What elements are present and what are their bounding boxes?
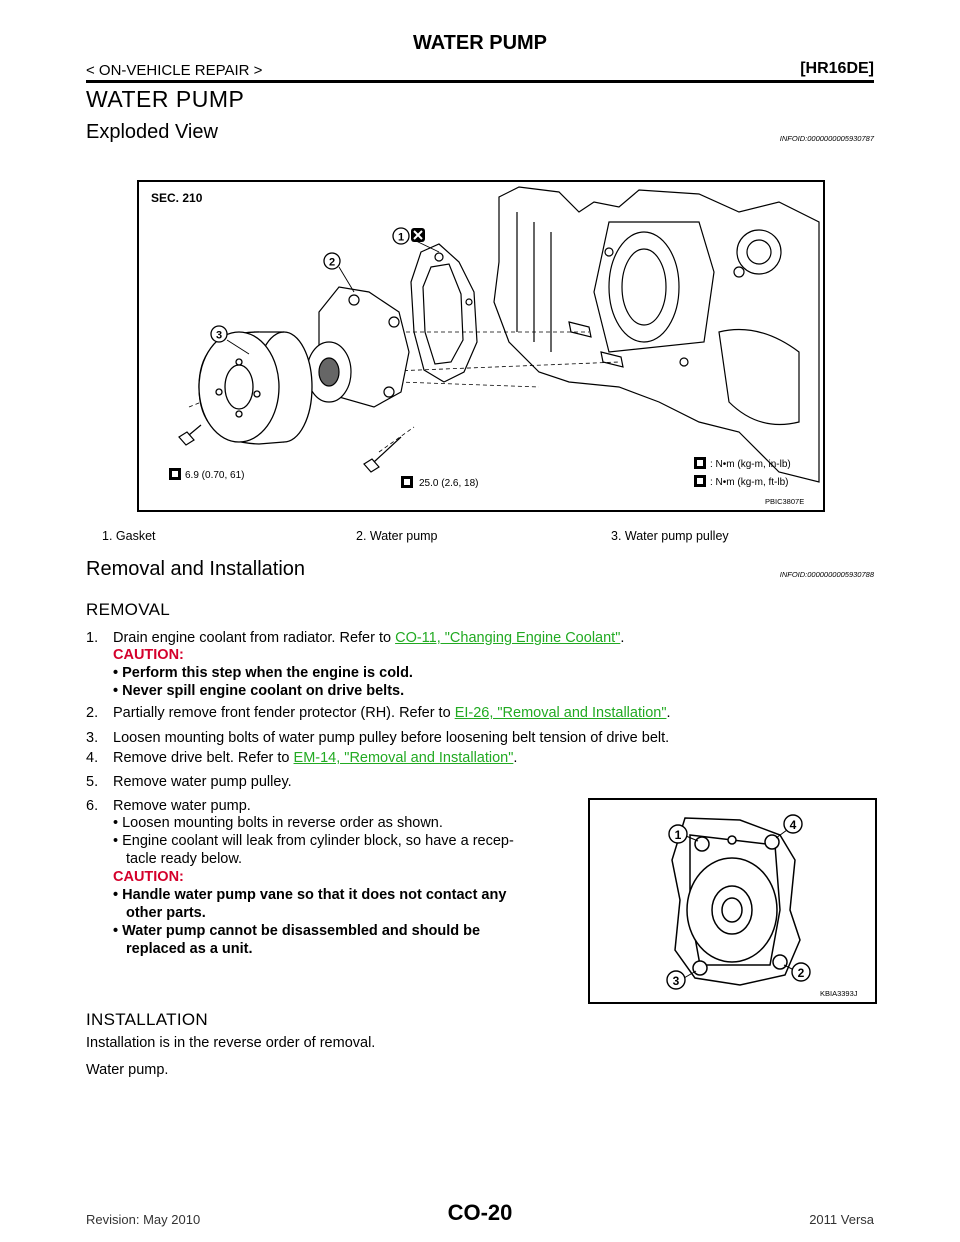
removal-infoid: INFOID:0000000005930788: [779, 570, 874, 579]
svg-text:2: 2: [328, 256, 336, 269]
step-1-caution: CAUTION:: [113, 647, 184, 663]
main-title: WATER PUMP: [86, 86, 245, 112]
callout-2: [324, 253, 340, 269]
section-breadcrumb: < ON-VEHICLE REPAIR >: [86, 62, 263, 79]
bolt-callout-3: [667, 971, 685, 989]
step-6-caution-1: • Handle water pump vane so that it does not contact any: [113, 887, 507, 903]
footer-model: 2011 Versa: [809, 1212, 874, 1227]
callout-1: [393, 228, 425, 244]
footer-revision: Revision: May 2010: [86, 1212, 201, 1227]
step-6: 6. Remove water pump.: [86, 798, 251, 814]
water-pump-drawing: [307, 287, 409, 407]
step-5: 5. Remove water pump pulley.: [86, 774, 292, 790]
svg-text:3: 3: [215, 329, 223, 342]
exploded-infoid: INFOID:0000000005930787: [779, 134, 874, 143]
link-em-14[interactable]: EM-14, "Removal and Installation": [293, 750, 514, 766]
removal-heading: REMOVAL: [86, 600, 170, 619]
torque-icon-mid: [401, 476, 413, 488]
torque-mid: 25.0 (2.6, 18): [419, 478, 479, 489]
sec-label: SEC. 210: [151, 191, 203, 205]
caption-2: 2. Water pump: [356, 529, 438, 543]
step-3: 3. Loosen mounting bolts of water pump pulley before loosening belt tension of drive belt.: [86, 730, 670, 746]
step-1: 1. Drain engine coolant from radiator. Refer to CO-11, "Changing Engine Coolant".: [86, 630, 625, 646]
exploded-view-figure: [137, 180, 825, 512]
legend-inlb: : N•m (kg-m, in-lb): [710, 459, 791, 470]
torque-icon-left: [169, 468, 181, 480]
engine-block-drawing: [494, 187, 819, 482]
step-6-caution-2: • Water pump cannot be disassembled and should be: [113, 923, 481, 939]
bolt-callout-2: [792, 963, 810, 981]
bolt-order-drawing: [590, 800, 875, 1002]
legend-ftlb: : N•m (kg-m, ft-lb): [710, 477, 789, 488]
svg-text:4: 4: [789, 818, 797, 832]
bolt-order-figure: [588, 798, 877, 1004]
figure2-code: KBIA3393J: [820, 989, 858, 998]
pulley-drawing: [199, 329, 312, 444]
page-header-title: WATER PUMP: [412, 32, 548, 54]
step-1-bullet-2: • Never spill engine coolant on drive belts.: [113, 683, 405, 699]
bolt-callout-1: [669, 825, 687, 843]
step-6-bullet-2-cont: tacle ready below.: [126, 851, 243, 867]
installation-heading: INSTALLATION: [86, 1010, 208, 1029]
footer-page-number: CO-20: [447, 1200, 513, 1225]
svg-text:2: 2: [797, 966, 805, 980]
link-ei-26[interactable]: EI-26, "Removal and Installation": [454, 705, 667, 721]
step-2: 2. Partially remove front fender protector (RH). Refer to EI-26, "Removal and Installation".: [86, 705, 671, 721]
link-co-11[interactable]: CO-11, "Changing Engine Coolant": [395, 630, 621, 646]
gasket-drawing: [411, 244, 477, 382]
caption-1: 1. Gasket: [102, 529, 156, 543]
caption-3: 3. Water pump pulley: [611, 529, 729, 543]
step-6-caution-1-cont: other parts.: [126, 905, 206, 921]
callout-3: [211, 326, 227, 342]
step-6-caution: CAUTION:: [113, 869, 184, 885]
step-1-bullet-1: • Perform this step when the engine is cold.: [113, 665, 413, 681]
svg-text:1: 1: [674, 828, 682, 842]
step-6-bullet-2: • Engine coolant will leak from cylinder block, so have a recep-: [113, 833, 514, 849]
installation-line-2: Water pump.: [86, 1062, 169, 1078]
step-6-caution-2-cont: replaced as a unit.: [126, 941, 253, 957]
engine-code: [HR16DE]: [800, 60, 874, 77]
svg-text:1: 1: [397, 231, 405, 244]
exploded-view-title: Exploded View: [86, 121, 218, 143]
header-rule: [86, 80, 874, 83]
step-6-bullet-1: • Loosen mounting bolts in reverse order as shown.: [113, 815, 443, 831]
removal-installation-title: Removal and Installation: [86, 558, 306, 580]
svg-text:3: 3: [672, 974, 680, 988]
exploded-view-drawing: [139, 182, 823, 510]
bolt-callout-4: [784, 815, 802, 833]
figure-code: PBIC3807E: [765, 497, 805, 506]
step-4: 4. Remove drive belt. Refer to EM-14, "Removal and Installation".: [86, 750, 518, 766]
torque-left: 6.9 (0.70, 61): [185, 470, 245, 481]
installation-line-1: Installation is in the reverse order of removal.: [86, 1035, 376, 1051]
